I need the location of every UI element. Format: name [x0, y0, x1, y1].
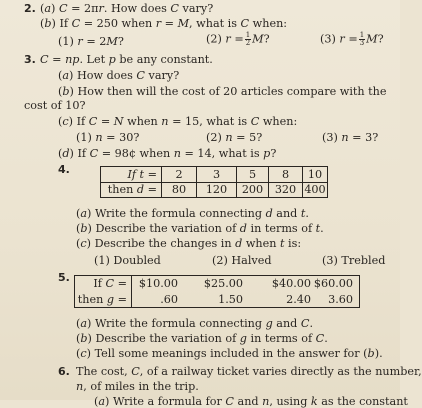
problem-3-number: 3. — [24, 53, 36, 66]
problem-5b: (b) Describe the variation of g in terms of C. — [76, 332, 328, 345]
problem-4c-option-1: (1) Doubled — [94, 254, 161, 267]
problem-3c-option-3: (3) n = 3? — [322, 131, 379, 144]
table-cell: 3.60 — [328, 292, 353, 306]
problem-6-line2: n, of miles in the trip. — [76, 380, 199, 393]
table-cell: $60.00 — [313, 277, 353, 291]
table-cell: .60 — [160, 292, 178, 306]
problem-5-number: 5. — [58, 271, 70, 284]
table-cell: 2 — [161, 167, 196, 182]
problem-2b-option-3: (3) r = $\frac{1}{3}$ M? — [320, 31, 384, 47]
table-cell: 5 — [236, 167, 268, 182]
problem-2b-option-1: (1) r = 2M? — [58, 35, 124, 48]
table-cell: 3 — [196, 167, 236, 182]
problem-3d: (d) If C = 98¢ when n = 14, what is p? — [58, 147, 277, 160]
table-cell: 10 — [302, 167, 327, 182]
table-row — [75, 292, 359, 308]
problem-3a: (a) How does C vary? — [58, 69, 180, 82]
table-cell: 120 — [196, 182, 236, 197]
problem-2a: (a) C = 2πr. How does C vary? — [40, 2, 214, 15]
problem-4c-option-2: (2) Halved — [212, 254, 272, 267]
problem-3c: (c) If C = N when n = 15, what is C when: — [58, 115, 298, 128]
problem-6a: (a) Write a formula for C and n, using k as the constant — [94, 395, 408, 408]
table-cell: $40.00 — [271, 277, 311, 291]
problem-4c: (c) Describe the changes in d when t is: — [76, 237, 302, 250]
problem-5c: (c) Tell some meanings included in the answer for (b). — [76, 347, 383, 360]
table-row-label: If C = — [75, 276, 132, 292]
problem-2b: (b) If C = 250 when r = M, what is C when: — [40, 17, 288, 30]
problem-6-number: 6. — [58, 365, 70, 378]
table-cell: 80 — [161, 182, 196, 197]
problem-3c-option-2: (2) n = 5? — [206, 131, 263, 144]
table-cell: 200 — [236, 182, 268, 197]
table-cell: 320 — [268, 182, 302, 197]
table-row-label: If t = — [127, 167, 157, 181]
table-cell: 1.50 — [218, 292, 243, 306]
problem-4c-option-3: (3) Trebled — [322, 254, 386, 267]
table-cell: 400 — [302, 182, 327, 197]
problem-5-table — [74, 275, 360, 308]
table-row-label: then d = — [107, 182, 157, 196]
problem-5a: (a) Write the formula connecting g and C. — [76, 317, 314, 330]
problem-3-stem: C = np. Let p be any constant. — [40, 53, 213, 66]
problem-3c-option-1: (1) n = 30? — [76, 131, 140, 144]
problem-4-number: 4. — [58, 163, 70, 176]
problem-4-table — [100, 166, 328, 198]
problem-3b-line1: (b) How then will the cost of 20 articles compare with the — [58, 85, 387, 98]
table-cell: $10.00 — [138, 277, 178, 291]
problem-4b: (b) Describe the variation of d in terms of t. — [76, 222, 324, 235]
problem-2-number: 2. — [24, 2, 36, 15]
problem-6-line1: The cost, C, of a railway ticket varies directly as the number, — [76, 365, 422, 378]
table-cell: $25.00 — [203, 277, 243, 291]
table-cell: 2.40 — [286, 292, 311, 306]
table-row-label: then g = — [75, 292, 132, 308]
problem-3b-line2: cost of 10? — [24, 99, 86, 112]
problem-2b-option-2: (2) r = $\frac{1}{2}$ M? — [206, 31, 270, 47]
table-row — [75, 276, 359, 292]
table-row — [101, 167, 327, 183]
table-cell: 8 — [268, 167, 302, 182]
table-row — [101, 182, 327, 197]
problem-4a: (a) Write the formula connecting d and t. — [76, 207, 309, 220]
